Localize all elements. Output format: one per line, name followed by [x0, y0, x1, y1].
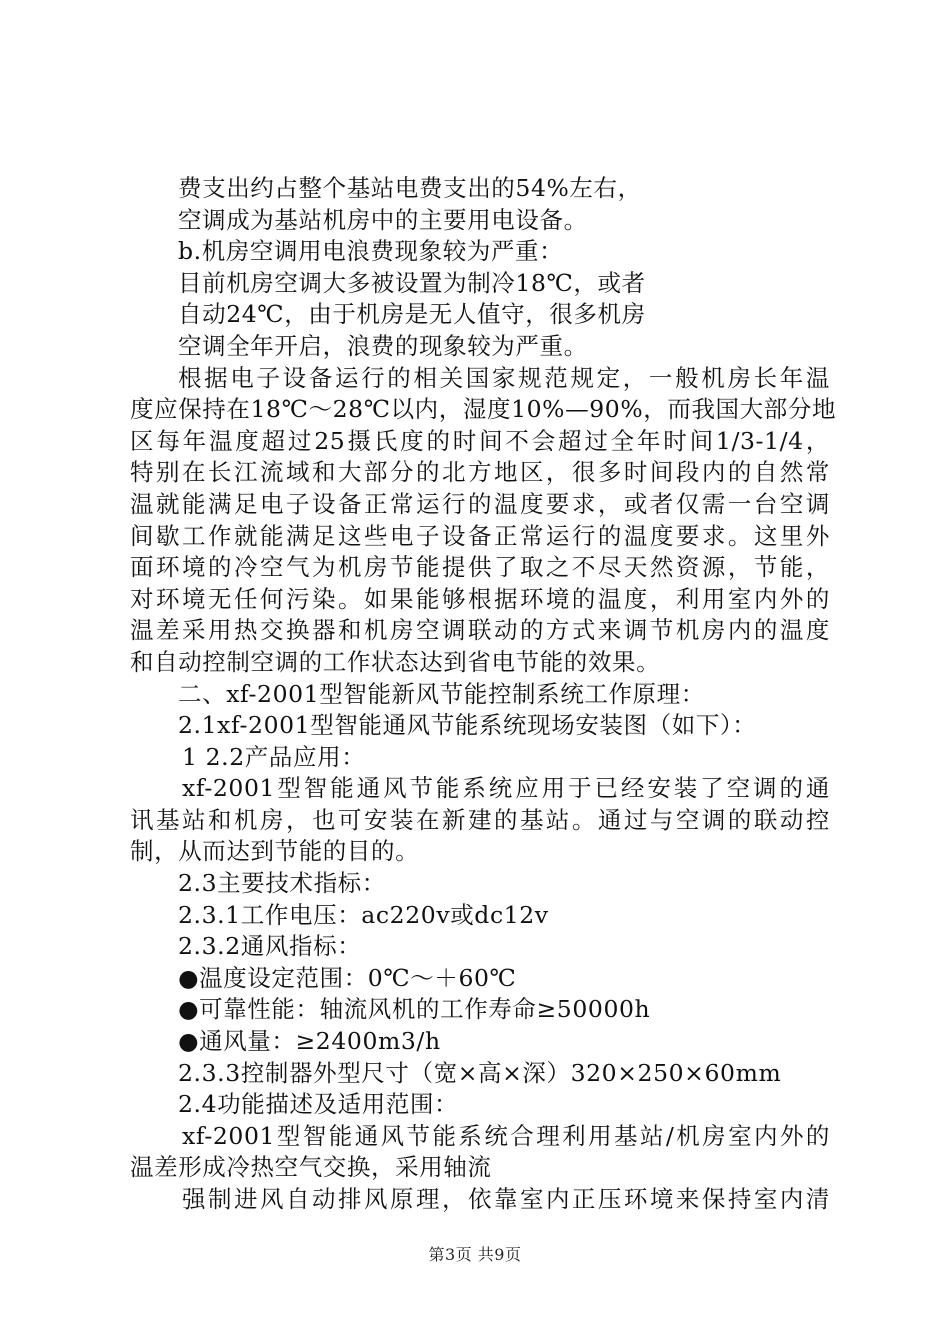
- text-line: 温差形成冷热空气交换，采用轴流: [130, 1153, 492, 1182]
- text-line: 1 2.2产品应用：: [182, 742, 366, 771]
- text-line: 2.3.3控制器外型尺寸（宽×高×深）320×250×60mm: [178, 1058, 782, 1087]
- text-line: 温差采用热交换器和机房空调联动的方式来调节机房内的温度: [130, 616, 830, 645]
- text-line: 度应保持在18℃～28℃以内，湿度10%—90%，而我国大部分地: [130, 395, 837, 424]
- text-line: 目前机房空调大多被设置为制冷18℃，或者: [178, 268, 646, 297]
- text-line: 强制进风自动排风原理，依靠室内正压环境来保持室内清: [182, 1185, 830, 1213]
- text-line: b.机房空调用电浪费现象较为严重：: [178, 237, 564, 266]
- document-body: [130, 173, 837, 1216]
- text-line: 2.3.2通风指标：: [178, 932, 362, 961]
- text-line: 自动24℃，由于机房是无人值守，很多机房: [178, 300, 646, 329]
- text-line: xf-2001型智能通风节能系统应用于已经安装了空调的通: [182, 774, 830, 803]
- text-line: 根据电子设备运行的相关国家规范规定，一般机房长年温: [178, 363, 830, 392]
- text-line: 2.4功能描述及适用范围：: [178, 1090, 459, 1119]
- text-line: ●温度设定范围：0℃～＋60℃: [178, 963, 517, 992]
- text-line: 空调全年开启，浪费的现象较为严重。: [178, 331, 588, 360]
- text-line: 2.1xf-2001型智能通风节能系统现场安装图（如下）：: [178, 711, 757, 740]
- text-line: 温就能满足电子设备正常运行的温度要求，或者仅需一台空调: [130, 489, 830, 518]
- text-line: ●通风量：≥2400m3/h: [178, 1027, 441, 1056]
- text-line: 费支出约占整个基站电费支出的54%左右，: [178, 174, 642, 202]
- text-line: 讯基站和机房，也可安装在新建的基站。通过与空调的联动控: [130, 805, 830, 834]
- text-line: 和自动控制空调的工作状态达到省电节能的效果。: [130, 647, 661, 676]
- page-footer: 第3页 共9页: [428, 1245, 522, 1264]
- text-line: 二、xf-2001型智能新风节能控制系统工作原理：: [178, 679, 705, 708]
- text-line: 2.3.1工作电压：ac220v或dc12v: [178, 900, 549, 929]
- text-line: 特别在长江流域和大部分的北方地区，很多时间段内的自然常: [130, 458, 830, 487]
- text-line: 制，从而达到节能的目的。: [130, 837, 420, 866]
- text-line: 间歇工作就能满足这些电子设备正常运行的温度要求。这里外: [130, 521, 830, 550]
- text-line: xf-2001型智能通风节能系统合理利用基站/机房室内外的: [182, 1121, 830, 1150]
- text-line: ●可靠性能：轴流风机的工作寿命≥50000h: [178, 995, 651, 1024]
- text-line: 对环境无任何污染。如果能够根据环境的温度，利用室内外的: [130, 584, 830, 613]
- text-line: 区每年温度超过25摄氏度的时间不会超过全年时间1/3-1/4，: [130, 426, 830, 455]
- text-line: 面环境的冷空气为机房节能提供了取之不尽天然资源，节能，: [130, 553, 830, 582]
- text-line: 空调成为基站机房中的主要用电设备。: [178, 205, 588, 234]
- text-line: 2.3主要技术指标：: [178, 869, 386, 898]
